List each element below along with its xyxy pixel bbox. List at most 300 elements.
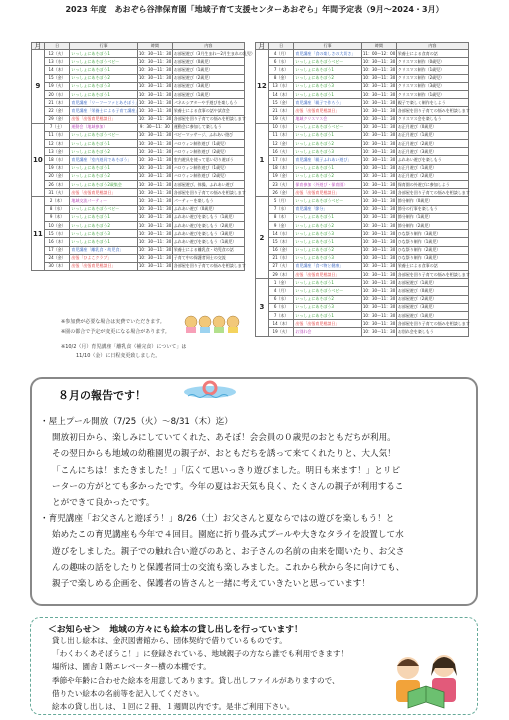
content-cell: お部屋遊び（2歳児）	[396, 295, 468, 303]
note-date-change-1: ※10/2（月）育児講座「離乳食（補完食）について」は	[61, 344, 187, 350]
time-cell: 10：30〜11：30	[137, 140, 172, 148]
date-cell: 9（木）	[44, 213, 70, 221]
date-cell: 7（土）	[44, 123, 70, 131]
date-cell: 14（木）	[268, 90, 294, 98]
time-cell: 10：30〜11：30	[361, 181, 396, 189]
date-cell: 8（木）	[268, 213, 294, 221]
date-cell: 18（木）	[268, 164, 294, 172]
date-cell: 16（火）	[268, 148, 294, 156]
content-cell: ふれあい遊びを楽しもう（3歳児）	[172, 230, 244, 238]
schedule-row	[32, 82, 245, 90]
event-cell: いっしょにあそぼう1	[294, 164, 362, 172]
time-cell: 10：30〜11：30	[361, 238, 396, 246]
schedule-row	[32, 90, 245, 98]
date-cell: 19（火）	[268, 328, 294, 336]
event-cell: いっしょにあそぼうベビー	[294, 58, 362, 66]
month-cell: 1	[256, 123, 269, 197]
time-cell: 10：30〜11：30	[361, 156, 396, 164]
event-cell: いっしょにあそぼうベビー	[294, 287, 362, 295]
schedule-table-right	[255, 42, 469, 337]
date-cell: 30（木）	[44, 262, 70, 270]
time-cell: 10：30〜11：30	[137, 254, 172, 262]
notice-line: 場所は、園舎１階エレベーター横の本棚です。	[52, 662, 211, 672]
content-cell: クリスマス制作（3歳児）	[396, 82, 468, 90]
content-cell: ハロウィン制作遊び（2歳児）	[172, 148, 244, 156]
event-cell: 出張「出張育児相談日」	[294, 320, 362, 328]
event-cell: いっしょにあそぼう1	[70, 90, 138, 98]
date-cell: 15（水）	[44, 230, 70, 238]
date-cell: 7（水）	[268, 205, 294, 213]
report-heading: ８月の報告です！	[58, 389, 146, 402]
event-cell: いっしょにあそぼう2	[294, 140, 362, 148]
content-cell: 栄養士による食事の話や試食会	[172, 107, 244, 115]
date-cell: 17（水）	[268, 156, 294, 164]
time-cell: 10：30〜11：30	[361, 99, 396, 107]
month-cell: 12	[256, 50, 269, 124]
event-cell: いっしょにあそぼうベビー	[70, 205, 138, 213]
content-cell: ふれあい遊びを楽しもう（1歳児）	[172, 238, 244, 246]
time-cell: 10：30〜11：30	[137, 246, 172, 254]
schedule-row	[32, 115, 245, 123]
date-cell: 8（水）	[44, 205, 70, 213]
event-cell: いっしょにあそぼうベビー	[294, 197, 362, 205]
event-cell: いっしょにあそぼう1	[70, 213, 138, 221]
date-cell: 27（火）	[268, 262, 294, 270]
note-change: ※園の都合で予定が変更になる場合があります。	[61, 329, 170, 335]
time-cell: 10：30〜11：30	[137, 99, 172, 107]
schedule-row	[256, 287, 469, 295]
event-cell: いっしょにあそぼう1	[70, 238, 138, 246]
children-reading-illustration	[378, 642, 474, 714]
notice-heading: ＜お知らせ＞ 地域の方々にも絵本の貸し出しを行っています！	[48, 625, 303, 635]
content-cell: お部屋遊び（3歳児）	[172, 82, 244, 90]
event-cell: 出張「出張育児相談日」	[70, 262, 138, 270]
date-cell: 22（金）	[44, 107, 70, 115]
date-cell: 20（金）	[44, 172, 70, 180]
event-cell: いっしょにあそぼう3	[294, 82, 362, 90]
event-cell: いっしょにあそぼう2	[294, 172, 362, 180]
schedule-row	[256, 246, 469, 254]
content-cell: お部屋遊び（1歳児）	[396, 312, 468, 320]
time-cell: 10：30〜11：30	[361, 279, 396, 287]
time-cell: 10：30〜11：30	[361, 262, 396, 270]
schedule-row	[32, 254, 245, 262]
schedule-row	[32, 164, 245, 172]
event-cell: いっしょにあそぼう1	[70, 66, 138, 74]
event-cell: いっしょにあそぼうベビー	[70, 131, 138, 139]
schedule-row	[32, 50, 245, 58]
event-cell: いっしょにあそぼう2	[294, 295, 362, 303]
time-cell: 10：30〜11：30	[361, 58, 396, 66]
schedule-row	[32, 246, 245, 254]
time-cell: 10：30〜11：30	[361, 230, 396, 238]
report-line: その翌日からも地域の幼稚園児の親子が、おともだちを誘って来てくれたりと、大人気！	[52, 449, 396, 460]
event-cell: いっしょにあそぼう2	[294, 74, 362, 82]
time-cell: 10：30〜11：30	[137, 50, 172, 58]
schedule-row	[256, 189, 469, 197]
schedule-row	[256, 238, 469, 246]
schedule-row	[32, 189, 245, 197]
schedule-row	[32, 148, 245, 156]
event-cell: いっしょにあそぼう1	[294, 238, 362, 246]
schedule-row	[256, 279, 469, 287]
time-cell: 10：30〜11：30	[137, 197, 172, 205]
date-cell: 29（金）	[44, 115, 70, 123]
date-cell: 14（木）	[268, 320, 294, 328]
schedule-row	[32, 107, 245, 115]
schedule-row	[32, 205, 245, 213]
event-cell: 保育参加〈外遊び・保育園〉	[294, 181, 362, 189]
content-cell: 節分制作（1歳児）	[396, 213, 468, 221]
content-cell: お別れ会を楽しもう	[396, 328, 468, 336]
date-cell: 7（木）	[268, 312, 294, 320]
schedule-row	[256, 312, 469, 320]
event-cell: いっしょにあそぼう1	[70, 164, 138, 172]
date-cell: 1（金）	[268, 279, 294, 287]
content-cell: お正月遊び（0歳児）	[396, 123, 468, 131]
content-cell: お部屋遊び（3歳児）	[396, 303, 468, 311]
event-cell: いっしょにあそぼう3	[294, 230, 362, 238]
report-line: んの趣味の話をしたりと保護者同士の交流も楽しみました。これから秋から冬に向けても、	[52, 562, 405, 573]
date-cell: 31（火）	[44, 189, 70, 197]
time-cell: 10：30〜11：30	[361, 320, 396, 328]
page-title: 2023 年度 あおぞら谷津保育園「地域子育て支援センターあおぞら」年間予定表（9月〜2024・3月）	[65, 5, 444, 14]
event-cell: いっしょにあそぼう3	[294, 254, 362, 262]
header-time: 時間	[137, 43, 172, 50]
content-cell: 栄養士による離乳食・幼児食の話	[172, 246, 244, 254]
schedule-row	[256, 107, 469, 115]
schedule-row	[256, 320, 469, 328]
event-cell: いっしょにあそぼう2	[70, 74, 138, 82]
time-cell: 10：30〜11：30	[361, 74, 396, 82]
content-cell: お正月遊び（1歳児）	[396, 164, 468, 172]
report-line: ・育児講座「お父さんと遊ぼう！」8/26（土）お父さんと夏ならではの遊びを楽しもう！と	[40, 514, 395, 525]
schedule-row	[256, 221, 469, 229]
time-cell: 10：30〜11：30	[137, 82, 172, 90]
content-cell: ひな祭り制作（1歳児）	[396, 238, 468, 246]
bears-illustration	[181, 312, 247, 334]
schedule-row	[256, 148, 469, 156]
content-cell: 子育て中の保護者同士の交流	[172, 254, 244, 262]
event-cell: 育児講座「離乳食・幼児食」	[70, 246, 138, 254]
report-line: 遊びをしました。親子での触れ合い遊びのあと、お子さんの名前の由来を聞いたり、お父さ	[52, 546, 405, 557]
content-cell: 栄養士による食事の話	[396, 262, 468, 270]
schedule-row	[32, 238, 245, 246]
time-cell: 10：30〜11：30	[137, 172, 172, 180]
event-cell: いっしょにあそぼう3	[294, 148, 362, 156]
date-cell: 15（木）	[268, 238, 294, 246]
header-content: 内容	[396, 43, 468, 50]
header-event: 行事	[70, 43, 138, 50]
content-cell: 節分の行事を楽しもう	[396, 205, 468, 213]
schedule-row	[32, 58, 245, 66]
content-cell: 各部屋を回り子育ての悩みを相談します	[396, 271, 468, 279]
time-cell: 10：30〜11：30	[137, 148, 172, 156]
event-cell: いっしょにあそぼう1	[70, 140, 138, 148]
note-fee: ※参加費が必要な場合は実費でいただきます。	[61, 319, 165, 325]
time-cell: 10：30〜11：30	[361, 172, 396, 180]
date-cell: 6（水）	[268, 295, 294, 303]
date-cell: 12（火）	[44, 50, 70, 58]
header-date: 日	[44, 43, 70, 50]
time-cell: 10：30〜11：30	[361, 287, 396, 295]
content-cell: ふれあい遊びを楽しもう（1歳児）	[172, 213, 244, 221]
date-cell: 10（金）	[44, 221, 70, 229]
date-cell: 6（水）	[268, 303, 294, 311]
schedule-table-left	[31, 42, 255, 271]
report-line: とができて良かったです。	[52, 498, 155, 508]
event-cell: お別れ会	[294, 328, 362, 336]
event-cell: いっしょにあそぼう2	[294, 221, 362, 229]
date-cell: 7（木）	[268, 66, 294, 74]
event-cell: いっしょにあそぼう3	[70, 230, 138, 238]
schedule-row	[32, 197, 245, 205]
time-cell: 10：30〜11：30	[137, 66, 172, 74]
month-cell: 10	[32, 123, 45, 197]
date-cell: 21（水）	[268, 254, 294, 262]
content-cell: クリスマス制作（1歳児）	[396, 66, 468, 74]
schedule-row	[256, 271, 469, 279]
time-cell: 10：30〜11：30	[137, 164, 172, 172]
event-cell: 出張「出張育児相談日」	[70, 189, 138, 197]
event-cell: いっしょにあそぼう1	[294, 131, 362, 139]
content-cell: クリスマス制作（2歳児）	[396, 74, 468, 82]
date-cell: 19（火）	[268, 115, 294, 123]
time-cell: 10：30〜11：30	[361, 148, 396, 156]
time-cell: 10：30〜11：30	[137, 205, 172, 213]
date-cell: 19（火）	[44, 82, 70, 90]
time-cell: 10：30〜11：30	[361, 189, 396, 197]
header-time: 時間	[361, 43, 396, 50]
header-date: 日	[268, 43, 294, 50]
schedule-row	[256, 295, 469, 303]
time-cell: 10：30〜11：30	[361, 107, 396, 115]
notice-line: 絵本の貸し出しは、１回に２冊、１週間以内です。是非ご利用下さい。	[52, 702, 295, 711]
schedule-row	[256, 74, 469, 82]
header-month: 月	[32, 43, 45, 50]
event-cell: 育児講座「食の楽しさの大切さ」	[294, 50, 362, 58]
event-cell: 出張「出張育児相談日」	[70, 115, 138, 123]
date-cell: 6（水）	[268, 58, 294, 66]
event-cell: 育児講座「親子ふれあい遊び」	[294, 156, 362, 164]
schedule-row	[32, 172, 245, 180]
date-cell: 16（木）	[44, 238, 70, 246]
content-cell: お正月遊び（3歳児）	[396, 148, 468, 156]
date-cell: 11（木）	[268, 131, 294, 139]
schedule-row	[256, 181, 469, 189]
content-cell: ベビーマッサージ、ふれあい遊び	[172, 131, 244, 139]
event-cell: 育児講座「親子で作ろう」	[294, 99, 362, 107]
event-cell: いっしょにあそぼう1	[294, 279, 362, 287]
schedule-row	[256, 213, 469, 221]
date-cell: 11（水）	[44, 131, 70, 139]
schedule-row	[256, 99, 469, 107]
event-cell: 育児講座「節分」	[294, 205, 362, 213]
event-cell: いっしょにあそぼう3	[70, 82, 138, 90]
notice-line: 季節や年齢に合わせた絵本を用意してあります。貸し出しファイルがありますので、	[52, 675, 340, 685]
report-line: 「こんにちは！またきました！」「広くて思いっきり遊びました。明日も来ます！」とリピ	[52, 465, 401, 476]
schedule-row	[256, 262, 469, 270]
event-cell: 出張「出張育児相談日」	[294, 189, 362, 197]
date-cell: 12（木）	[44, 140, 70, 148]
content-cell: お部屋遊び（0歳児）	[172, 58, 244, 66]
date-cell: 26（木）	[44, 181, 70, 189]
content-cell: お部屋遊び（2歳児）	[172, 74, 244, 82]
time-cell: 10：30〜11：30	[137, 181, 172, 189]
schedule-row	[32, 123, 245, 131]
schedule-row	[256, 164, 469, 172]
content-cell: ハロウィン制作遊び（1歳児）	[172, 164, 244, 172]
date-cell: 15（金）	[268, 99, 294, 107]
schedule-row	[32, 66, 245, 74]
content-cell: 各部屋を回り子育ての悩みを相談します	[396, 320, 468, 328]
event-cell: 育児講座「食べ物と健康」	[294, 262, 362, 270]
content-cell: 各部屋を回り子育ての悩みを相談します	[396, 189, 468, 197]
event-cell: いっしょにあそぼう1	[70, 50, 138, 58]
time-cell: 10：30〜11：30	[361, 295, 396, 303]
time-cell: 10：30〜11：30	[361, 205, 396, 213]
time-cell: 11：00〜12：00	[361, 50, 396, 58]
schedule-row	[32, 221, 245, 229]
schedule-row	[256, 66, 469, 74]
time-cell: 10：30〜11：30	[361, 312, 396, 320]
date-cell: 13（水）	[268, 82, 294, 90]
content-cell: ふれあい遊び（0歳児）	[172, 205, 244, 213]
event-cell: 育児講座「リーフ〜ファとあそぼう」	[70, 99, 138, 107]
time-cell: 10：30〜11：30	[137, 115, 172, 123]
event-cell: いっしょにあそぼう2	[294, 246, 362, 254]
schedule-row	[32, 99, 245, 107]
content-cell: 運動会に参加して楽しもう	[172, 123, 244, 131]
content-cell: ふれあい遊びを楽しもう（2歳児）	[172, 221, 244, 229]
time-cell: 10：30〜11：30	[361, 164, 396, 172]
report-line: ・屋上プール開放（7/25（火）〜8/31（木）迄）	[40, 417, 233, 427]
time-cell: 10：30〜11：30	[137, 107, 172, 115]
schedule-row	[256, 303, 469, 311]
date-cell: 14（水）	[268, 230, 294, 238]
content-cell: ひな祭り制作（3歳児）	[396, 254, 468, 262]
event-cell: いっしょにあそぼう2	[70, 221, 138, 229]
report-line: 開放初日から、楽しみにしていてくれた、あそぼ！会会員の０歳児のおともだちが利用。	[52, 433, 396, 444]
date-cell: 10（水）	[268, 123, 294, 131]
time-cell: 10：30〜11：30	[361, 197, 396, 205]
schedule-row	[256, 156, 469, 164]
time-cell: 10：30〜11：30	[361, 115, 396, 123]
event-cell: 育児講座「室内遊具であそぼう」	[70, 156, 138, 164]
time-cell: 10：30〜11：30	[137, 58, 172, 66]
schedule-row	[256, 205, 469, 213]
time-cell: 10：30〜11：30	[361, 221, 396, 229]
content-cell: ひな祭り制作（3歳児）	[396, 230, 468, 238]
notice-line: 借りたい絵本の名前等を記入してください。	[52, 688, 204, 698]
content-cell: 各部屋を回り子育ての悩みを相談します	[396, 107, 468, 115]
report-line: 親子で楽しめる企画を、保護者の皆さんと一緒に考えていきたいと思っています！	[52, 579, 370, 589]
date-cell: 20（水）	[44, 90, 70, 98]
time-cell: 10：30〜11：30	[361, 271, 396, 279]
event-cell: 出張「ひよこクラブ」	[70, 254, 138, 262]
time-cell: 10：30〜11：30	[361, 303, 396, 311]
date-cell: 21（木）	[268, 107, 294, 115]
date-cell: 16（金）	[268, 246, 294, 254]
schedule-row	[32, 230, 245, 238]
schedule-row	[32, 74, 245, 82]
schedule-row	[32, 131, 245, 139]
schedule-row	[256, 123, 469, 131]
schedule-row	[256, 58, 469, 66]
content-cell: 親子で楽しく制作をしよう	[396, 99, 468, 107]
event-cell: 育児講座「栄養士による子育て講座」	[70, 107, 138, 115]
time-cell: 10：30〜11：30	[361, 131, 396, 139]
time-cell: 10：30〜11：30	[137, 230, 172, 238]
date-cell: 13（水）	[44, 58, 70, 66]
month-cell: 9	[32, 50, 45, 124]
schedule-row	[32, 213, 245, 221]
header-month: 月	[256, 43, 269, 50]
content-cell: 保育園の外遊びに参加しよう	[396, 181, 468, 189]
time-cell: 10：30〜11：30	[361, 254, 396, 262]
time-cell: 10：30〜11：30	[361, 328, 396, 336]
schedule-row	[256, 90, 469, 98]
date-cell: 29（木）	[268, 271, 294, 279]
schedule-row	[256, 254, 469, 262]
time-cell: 10：30〜11：30	[137, 213, 172, 221]
month-cell: 3	[256, 279, 269, 336]
content-cell: ひな祭り制作（2歳児）	[396, 246, 468, 254]
notice-line: 貸し出し絵本は、金沢図書館から、団体契約で借りているものです。	[52, 636, 287, 645]
time-cell: 10：30〜11：30	[137, 156, 172, 164]
date-cell: 5（月）	[268, 197, 294, 205]
date-cell: 18（水）	[44, 156, 70, 164]
content-cell: 節分制作（2歳児）	[396, 221, 468, 229]
content-cell: 節分制作（0歳児）	[396, 197, 468, 205]
event-cell: 運動会（地域参加）	[70, 123, 138, 131]
schedule-row	[32, 262, 245, 270]
event-cell: いっしょにあそぼう1	[294, 213, 362, 221]
event-cell: いっしょにあそぼう2	[70, 172, 138, 180]
content-cell: クリスマス制作（1歳児）	[396, 90, 468, 98]
content-cell: 各部屋を回り子育ての悩みを相談します	[172, 115, 244, 123]
time-cell: 10：30〜11：30	[137, 131, 172, 139]
date-cell: 21（木）	[44, 99, 70, 107]
schedule-row	[256, 328, 469, 336]
content-cell: お部屋遊び（1歳児）	[396, 279, 468, 287]
date-cell: 8（金）	[268, 74, 294, 82]
content-cell: ハロウィン制作遊び（1歳児）	[172, 140, 244, 148]
event-cell: いっしょにあそぼうベビー	[294, 123, 362, 131]
date-cell: 26（金）	[268, 189, 294, 197]
date-cell: 4（月）	[268, 50, 294, 58]
schedule-row	[256, 140, 469, 148]
header-event: 行事	[294, 43, 362, 50]
event-cell: いっしょにあそぼう1	[294, 66, 362, 74]
date-cell: 14（木）	[44, 66, 70, 74]
time-cell: 9：30〜11：30	[137, 123, 172, 131]
time-cell: 10：30〜11：30	[361, 82, 396, 90]
date-cell: 19（木）	[44, 164, 70, 172]
time-cell: 10：30〜11：30	[137, 262, 172, 270]
date-cell: 24（金）	[44, 254, 70, 262]
time-cell: 10：30〜11：30	[361, 90, 396, 98]
content-cell: ハロウィン制作遊び（2歳児）	[172, 172, 244, 180]
content-cell: ふれあい遊びを楽しもう	[396, 156, 468, 164]
time-cell: 10：30〜11：30	[137, 74, 172, 82]
notice-line: 「わくわくあそぼうこ！」に登録されている、地域親子の方なら誰でも利用できます！	[52, 649, 349, 659]
pool-float-illustration	[180, 378, 240, 400]
content-cell: クリスマス制作（0歳児）	[396, 58, 468, 66]
content-cell: お正月遊び（1歳児）	[396, 131, 468, 139]
date-cell: 23（火）	[268, 181, 294, 189]
date-cell: 15（金）	[44, 74, 70, 82]
